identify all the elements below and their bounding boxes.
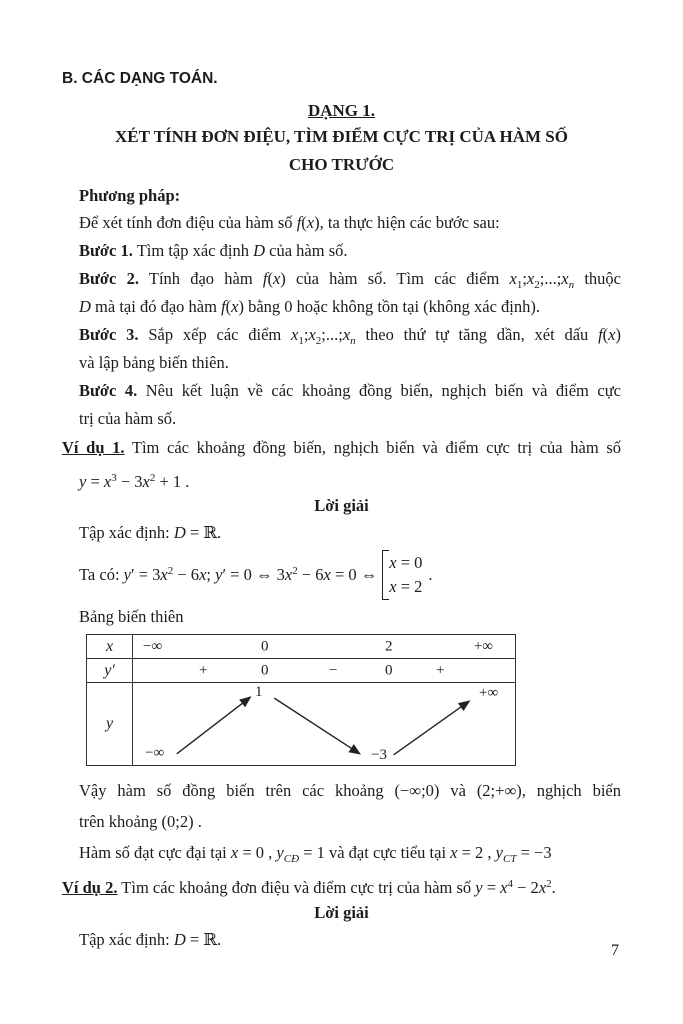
extrema-line: Hàm số đạt cực đại tại x = 0 , $y_{CĐ} = 1$ và đạt cực tiểu tại x = 2 , $y_{CT} = -3$	[79, 843, 552, 865]
bbt-x-value: 2	[385, 638, 393, 654]
bbt-yp-value: +	[436, 662, 445, 678]
example1-formula: $y = x^3 - 3x^2 + 1$ .	[79, 472, 190, 491]
bbt-x-values	[133, 635, 515, 658]
bbt-x-value: 0	[261, 638, 269, 654]
cases-bracket	[382, 550, 426, 600]
section-heading: B. CÁC DẠNG TOÁN.	[62, 70, 218, 87]
arrow-down	[274, 698, 360, 754]
variation-table	[86, 634, 516, 766]
title-line-2: CHO TRƯỚC	[288, 155, 395, 174]
conclusion-line-1: Vậy hàm số đồng biến trên các khoảng (−∞;0) và (2;+∞), nghịch biến	[79, 781, 621, 800]
bbt-yp-value: −	[329, 662, 338, 678]
y-min-value: −3	[371, 747, 387, 763]
arrow-up-1	[177, 697, 251, 754]
bbt-caption: Bảng biến thiên	[79, 607, 184, 626]
case-line-2: x = 2	[389, 577, 423, 596]
bracket-glyph	[382, 550, 389, 600]
bbt-y-prime-values	[133, 659, 515, 682]
method-intro: Để xét tính đơn điệu của hàm số f(x), ta thực hiện các bước sau:	[79, 213, 500, 232]
conclusion-line-2: trên khoảng (0;2) .	[79, 812, 202, 831]
arrow-up-2	[394, 701, 470, 755]
bbt-yp-value: 0	[385, 662, 393, 678]
solution-heading-2: Lời giải	[314, 903, 369, 922]
bbt-x-value: −∞	[143, 638, 163, 654]
method-step-2: Bước 2. Tính đạo hàm f(x) của hàm số. Tìm các điểm $x_1;x_2;...;x_n$ thuộc	[79, 269, 621, 291]
bbt-yp-value: 0	[261, 662, 269, 678]
method-step-3-cont: và lập bảng biến thiên.	[79, 353, 229, 372]
bbt-x-value: +∞	[473, 638, 493, 654]
bbt-row-y-prime	[87, 659, 515, 683]
method-step-1: Bước 1. Tìm tập xác định D của hàm số.	[79, 241, 348, 260]
derivative-expression: Ta có: $y' = 3x^2 - 6x$; y′ = 0 ⇔ $3x^2 - 6x = 0$ ⇔	[79, 565, 378, 584]
title-line-1: XÉT TÍNH ĐƠN ĐIỆU, TÌM ĐIỂM CỰC TRỊ CỦA HÀM SỐ	[115, 127, 568, 146]
bbt-head-y: y	[87, 683, 133, 765]
example1-statement: Ví dụ 1. Tìm các khoảng đồng biến, nghịch biến và điểm cực trị của hàm số	[62, 438, 621, 457]
y-start-value: −∞	[145, 745, 165, 761]
case-line-1: x = 0	[389, 553, 423, 572]
dang-heading: DẠNG 1.	[307, 101, 376, 120]
bbt-head-y-prime: y′	[87, 659, 133, 682]
y-end-value: +∞	[479, 685, 499, 701]
method-step-2-cont: D mà tại đó đạo hàm f(x) bằng 0 hoặc không tồn tại (không xác định).	[79, 297, 541, 316]
bbt-row-y	[87, 683, 515, 765]
method-step-4-cont: trị của hàm số.	[79, 409, 177, 428]
bbt-row-x	[87, 635, 515, 659]
cases-tail: .	[428, 565, 433, 584]
bbt-yp-value: +	[199, 662, 208, 678]
y-max-value: 1	[255, 684, 263, 700]
derivative-line	[79, 547, 621, 603]
example2-statement: Ví dụ 2. Tìm các khoảng đơn điệu và điểm cực trị của hàm số $y = x^4 - 2x^2$.	[62, 878, 556, 897]
variation-arrows	[133, 683, 515, 765]
domain-line-2: Tập xác định: D = ℝ.	[79, 930, 222, 949]
solution-heading-1: Lời giải	[314, 496, 369, 515]
method-heading: Phương pháp:	[79, 186, 181, 205]
domain-line-1: Tập xác định: D = ℝ.	[79, 523, 222, 542]
method-step-4: Bước 4. Nêu kết luận về các khoảng đồng biến, nghịch biến và điểm cực	[79, 381, 621, 400]
page-number: 7	[611, 942, 619, 959]
method-step-3: Bước 3. Sắp xếp các điểm $x_1;x_2;...;x_n$ theo thứ tự tăng dần, xét dấu f(x)	[79, 325, 621, 347]
bbt-head-x: x	[87, 635, 133, 658]
bbt-y-values	[133, 683, 515, 765]
